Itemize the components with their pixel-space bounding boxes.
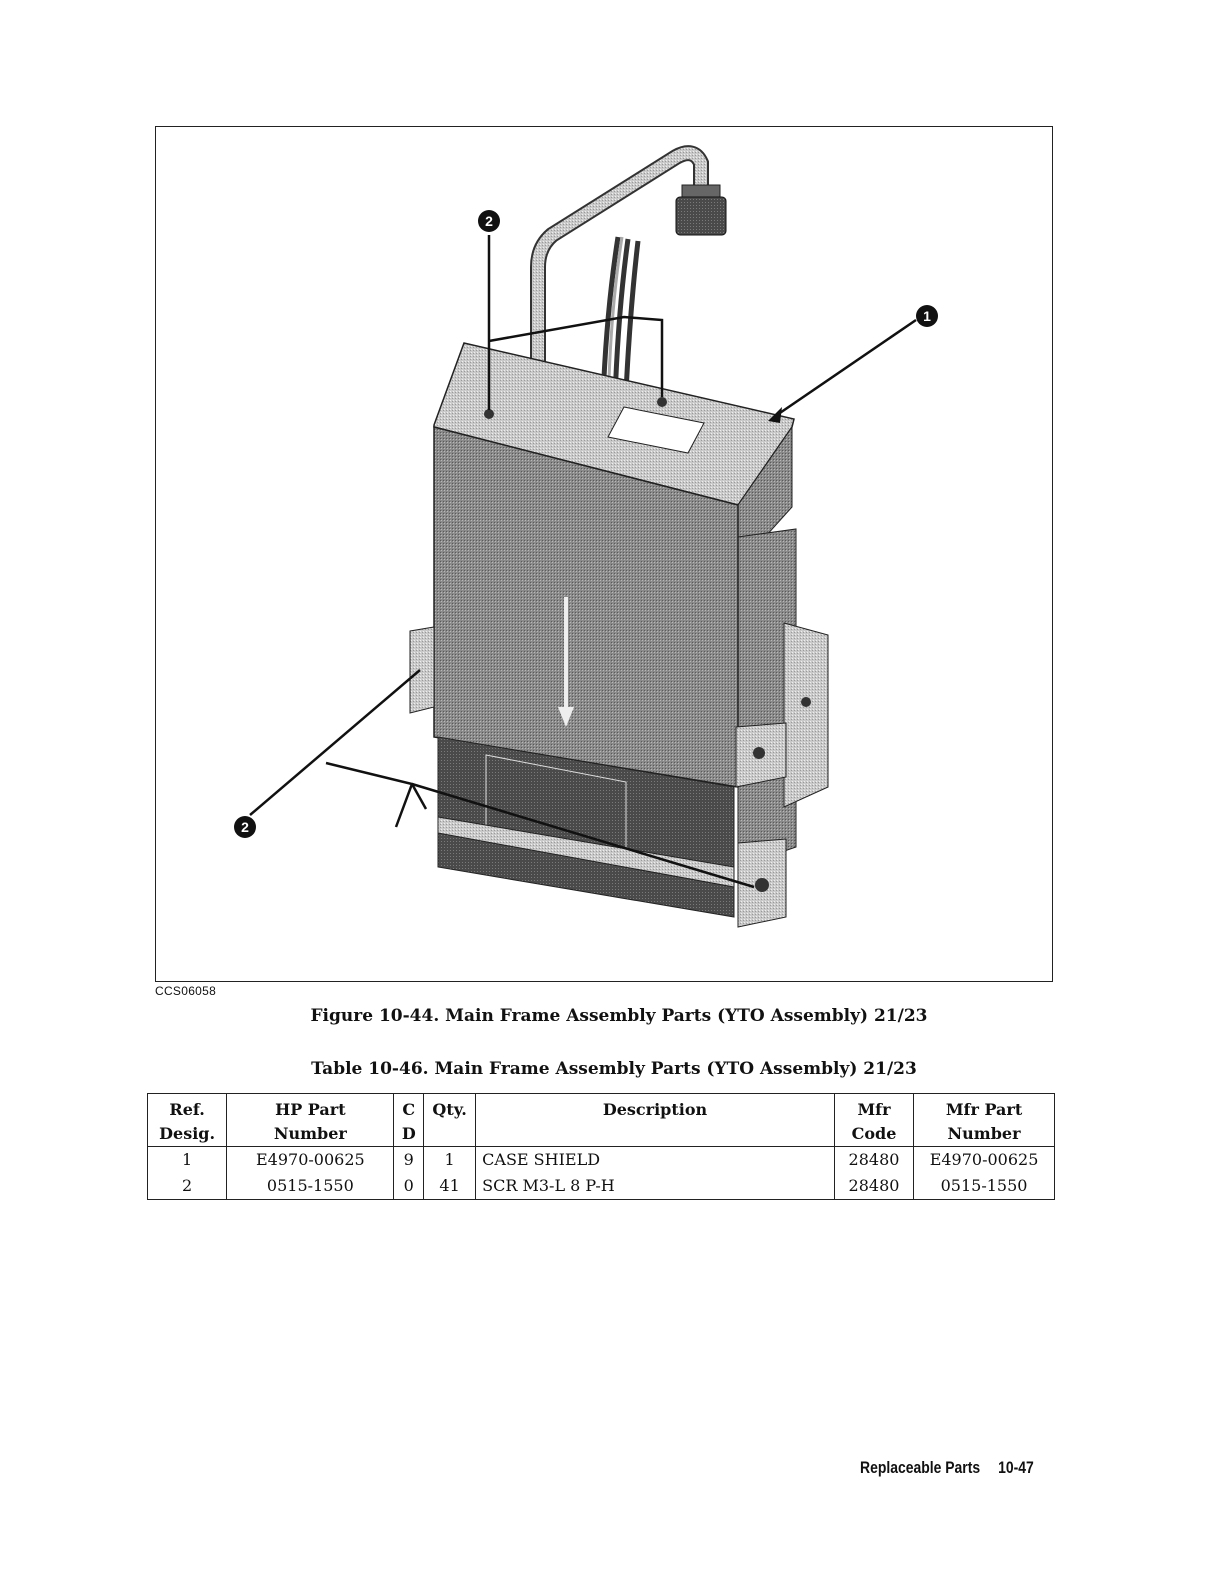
cell-cd: 9 [394,1147,424,1174]
cell-qty: 1 [424,1147,476,1174]
table-header-row [148,1094,1055,1147]
header-mfr-code: Mfr Code [834,1094,913,1147]
callout-2-top-label: 2 [485,213,493,229]
header-ref-desig: Ref. Desig. [148,1094,227,1147]
bracket-hole-middle [753,747,765,759]
cell-mfr-part: E4970-00625 [914,1147,1055,1174]
cell-description: CASE SHIELD [476,1147,835,1174]
callout-1-label: 1 [923,308,931,324]
bracket-hole-upper [801,697,811,707]
bracket-left [410,627,434,713]
parts-table [147,1093,1055,1200]
screw-hole-top-right [657,397,667,407]
callout-2-bottom-label: 2 [241,819,249,835]
page-footer [860,1458,1034,1478]
bracket-right-upper [784,623,828,807]
header-description: Description [476,1094,835,1147]
header-qty: Qty. [424,1094,476,1147]
header-cd: C D [394,1094,424,1147]
cell-qty: 41 [424,1173,476,1200]
yto-assembly-illustration [156,127,1054,983]
header-mfr-part-number: Mfr Part Number [914,1094,1055,1147]
cell-ref: 2 [148,1173,227,1200]
figure-id: CCS06058 [155,984,217,998]
cell-description: SCR M3-L 8 P-H [476,1173,835,1200]
table-caption: Table 10-46. Main Frame Assembly Parts (YTO Assembly) 21/23 [311,1059,917,1079]
table-row [148,1147,1055,1174]
header-hp-part-number: HP Part Number [227,1094,394,1147]
cell-ref: 1 [148,1147,227,1174]
footer-section-title: Replaceable Parts [860,1458,981,1477]
cell-cd: 0 [394,1173,424,1200]
screw-hole-top-left [484,409,494,419]
footer-page-number: 10-47 [998,1458,1034,1477]
bracket-screw-lower [755,878,769,892]
cell-hp-part: E4970-00625 [227,1147,394,1174]
cell-mfr-part: 0515-1550 [914,1173,1055,1200]
callout-2-bottom [234,816,256,838]
cell-mfr-code: 28480 [834,1173,913,1200]
figure-caption: Figure 10-44. Main Frame Assembly Parts (YTO Assembly) 21/23 [310,1006,928,1026]
cell-mfr-code: 28480 [834,1147,913,1174]
cell-hp-part: 0515-1550 [227,1173,394,1200]
callout-1 [916,305,938,327]
table-row [148,1173,1055,1200]
figure-frame [155,126,1053,982]
callout-2-top [478,210,500,232]
